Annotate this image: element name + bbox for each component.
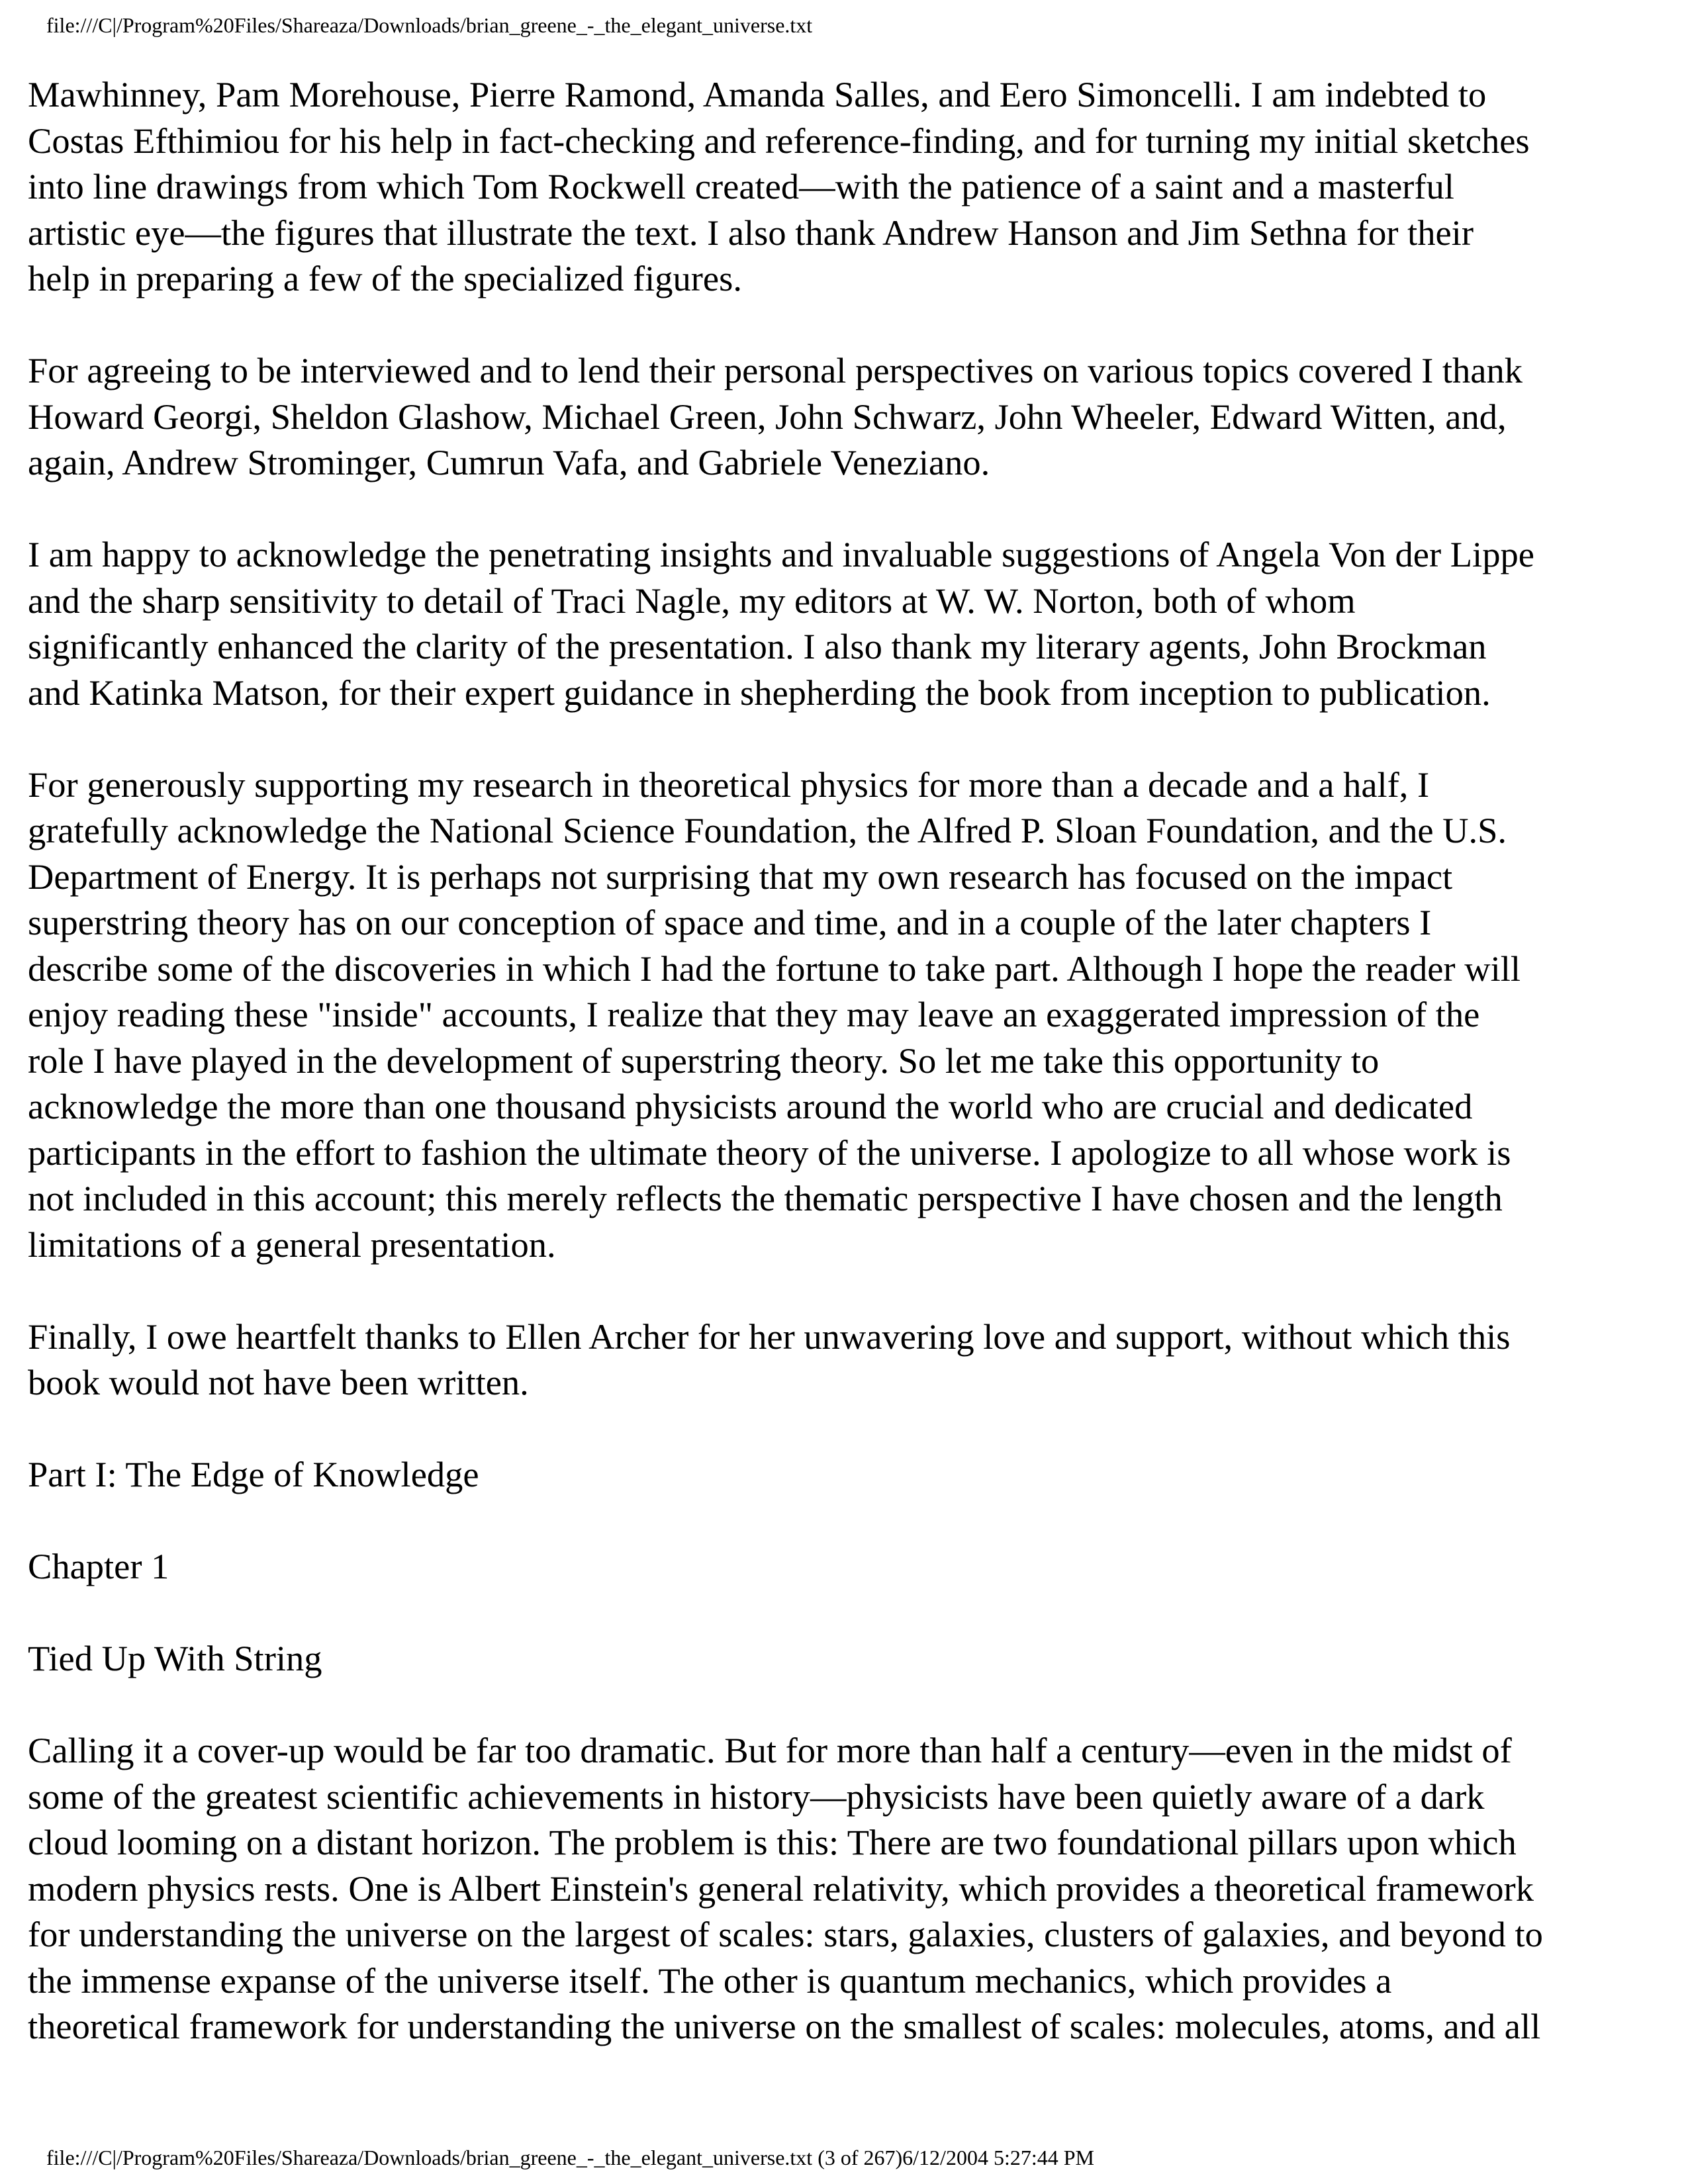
chapter-title: Tied Up With String [28,1638,322,1678]
part-title: Part I: The Edge of Knowledge [28,1454,479,1494]
acknowledgment-paragraph-4: For generously supporting my research in theoretical physics for more than a decade and a half, I gratefully acknowledge the National Science Foundation, the Alfred P. Sloan Foundation, and the U.S. Department of Energy. It is perhaps not surprising that my own research has focused on the impact superstring theory has on our conception of space and time, and in a couple of the later chapters I describe some of the discoveries in which I had the fortune to take part. Although I hope the reader will enjoy reading these "inside" accounts, I realize that they may leave an exaggerated impression of the role I have played in the development of superstring theory. So let me take this opportunity to acknowledge the more than one thousand physicists around the world who are crucial and dedicated participants in the effort to fashion the ultimate theory of the universe. I apologize to all whose work is not included in this account; this merely reflects the thematic perspective I have chosen and the length limitations of a general presentation. [28,764,1521,1265]
document-body [28,71,1669,2095]
acknowledgment-paragraph-5: Finally, I owe heartfelt thanks to Ellen Archer for her unwavering love and support, without which this book would not have been written. [28,1316,1511,1402]
page-header-url: file:///C|/Program%20Files/Shareaza/Downloads/brian_greene_-_the_elegant_universe.txt [46,13,813,37]
acknowledgment-paragraph-2: For agreeing to be interviewed and to lend their personal perspectives on various topics covered I thank Howard Georgi, Sheldon Glashow, Michael Green, John Schwarz, John Wheeler, Edward Witten, and, again, Andrew Strominger, Cumrun Vafa, and Gabriele Veneziano. [28,350,1523,482]
page-footer-url: file:///C|/Program%20Files/Shareaza/Downloads/brian_greene_-_the_elegant_universe.txt (3 of 267)6/12/2004 5:27:44 PM [46,2146,1094,2169]
acknowledgment-paragraph-3: I am happy to acknowledge the penetrating insights and invaluable suggestions of Angela Von der Lippe and the sharp sensitivity to detail of Traci Nagle, my editors at W. W. Norton, both of whom significantly enhanced the clarity of the presentation. I also thank my literary agents, John Brockman and Katinka Matson, for their expert guidance in shepherding the book from inception to publication. [28,534,1534,713]
chapter-opening-paragraph: Calling it a cover-up would be far too dramatic. But for more than half a century—even in the midst of some of the greatest scientific achievements in history—physicists have been quietly aware of a dark cloud looming on a distant horizon. The problem is this: There are two foundational pillars upon which modern physics rests. One is Albert Einstein's general relativity, which provides a theoretical framework for understanding the universe on the largest of scales: stars, galaxies, clusters of galaxies, and beyond to the immense expanse of the universe itself. The other is quantum mechanics, which provides a theoretical framework for understanding the universe on the smallest of scales: molecules, atoms, and all [28,1730,1543,2046]
chapter-label: Chapter 1 [28,1546,169,1586]
acknowledgment-paragraph-1: Mawhinney, Pam Morehouse, Pierre Ramond, Amanda Salles, and Eero Simoncelli. I am indebted to Costas Efthimiou for his help in fact-checking and reference-finding, and for turning my initial sketches into line drawings from which Tom Rockwell created—with the patience of a saint and a masterful artistic eye—the figures that illustrate the text. I also thank Andrew Hanson and Jim Sethna for their help in preparing a few of the specialized figures. [28,74,1530,298]
